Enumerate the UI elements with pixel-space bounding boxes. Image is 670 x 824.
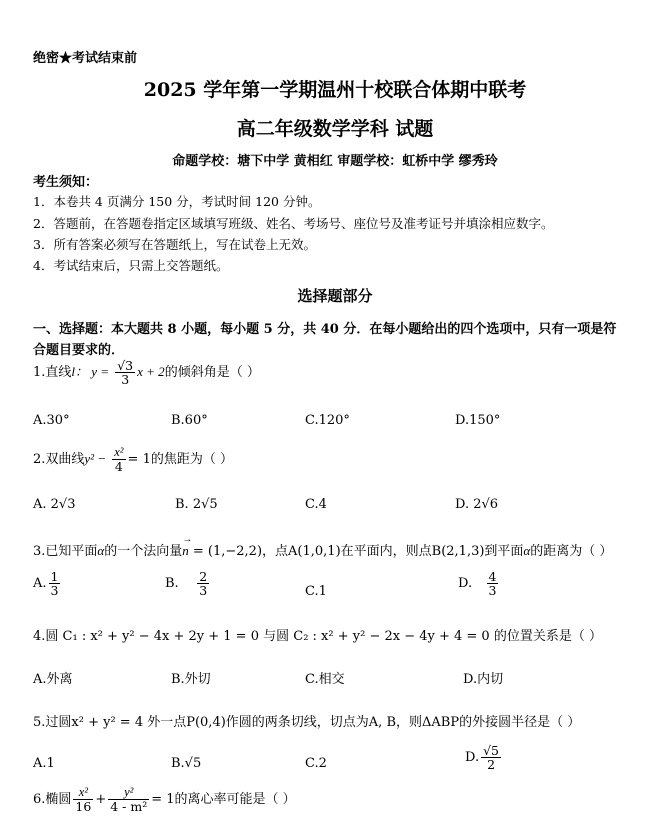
q2-prefix: 2.双曲线 — [33, 452, 85, 468]
q2-eq-a: y² − — [84, 451, 107, 467]
q3-option-b-label: B. — [165, 576, 179, 592]
q1-option-b: B.60° — [171, 413, 208, 428]
q1-option-c: C.120° — [305, 413, 350, 428]
q1-fraction-den: 3 — [121, 372, 130, 388]
q3-text-b: 的一个法向量 — [104, 544, 183, 559]
notice-item: 4．考试结束后，只需上交答题纸。 — [33, 258, 229, 273]
q2-fraction — [112, 446, 125, 473]
q2-option-d: D. 2√6 — [455, 497, 499, 512]
q3-option-a — [33, 570, 62, 597]
q3-vec-symbol: n — [182, 543, 189, 558]
q6-prefix: 6.椭圆 — [33, 792, 72, 808]
q3-option-d-label: D. — [458, 576, 473, 592]
secret-label: 绝密★考试结束前 — [33, 51, 138, 66]
q3-option-d — [458, 570, 500, 597]
section-intro: 一、选择题：本大题共 8 小题，每小题 5 分，共 40 分．在每小题给出的四个选项中，只有一项是符 — [33, 322, 617, 337]
q6-fraction-2-num: y² — [108, 786, 149, 800]
authors-line: 命题学校：塘下中学 黄相红 审题学校：虹桥中学 缪秀玲 — [172, 154, 498, 169]
q3-option-b-den: 3 — [199, 583, 208, 599]
q2-fraction-den: 4 — [114, 459, 123, 475]
notice-item: 1．本卷共 4 页满分 150 分，考试时间 120 分钟。 — [33, 194, 321, 209]
q3-alpha-2: α — [523, 543, 531, 558]
q3-option-b — [165, 570, 211, 597]
q5-option-d-num: √5 — [483, 743, 500, 758]
question-6 — [33, 786, 296, 813]
q3-option-d-den: 3 — [488, 583, 497, 599]
q3-option-a-label: A. — [33, 576, 47, 592]
q4-option-b: B.外切 — [171, 672, 211, 687]
q2-suffix: 的焦距为（ ） — [150, 452, 233, 468]
q6-plus: + — [95, 792, 107, 808]
q5-option-d-den: 2 — [487, 757, 496, 773]
question-3 — [33, 534, 613, 559]
q1-prefix: 1.直线 — [33, 365, 72, 381]
notice-heading: 考生须知： — [33, 175, 99, 190]
question-1 — [33, 359, 260, 386]
q6-eq: = 1 — [151, 792, 175, 808]
q6-fraction-2-den: 4 - m² — [110, 799, 148, 815]
q3-option-c: C.1 — [305, 584, 327, 599]
section-intro-cont: 合题目要求的． — [33, 343, 125, 358]
q2-eq-b: = 1 — [127, 452, 151, 468]
q3-alpha: α — [97, 543, 105, 558]
q3-option-d-num: 4 — [488, 569, 497, 584]
q1-eq-end: x + 2 — [137, 364, 165, 380]
exam-title: 2025 学年第一学期温州十校联合体期中联考 — [143, 79, 527, 101]
q5-option-a: A.1 — [33, 756, 55, 771]
q6-fraction-1-num: x² — [73, 786, 93, 800]
q1-var: l — [71, 364, 76, 380]
q3-option-a-fraction — [49, 570, 61, 597]
q1-option-a: A.30° — [33, 413, 70, 428]
q1-eq-start: ： y = — [75, 364, 110, 380]
q3-option-d-fraction — [487, 570, 499, 597]
question-5: 5.过圆x² + y² = 4 外一点P(0,4)作圆的两条切线，切点为A, B，则ΔABP的外接圆半径是（ ） — [33, 715, 581, 730]
q3-text-c: = (1,−2,2) — [188, 544, 263, 559]
q3-option-a-den: 3 — [50, 583, 59, 599]
q1-option-d: D.150° — [455, 413, 501, 428]
q6-fraction-2 — [108, 786, 149, 813]
question-4: 4.圆 C₁ : x² + y² − 4x + 2y + 1 = 0 与圆 C₂ : x² + y² − 2x − 4y + 4 = 0 的位置关系是（ ） — [33, 629, 602, 644]
q4-option-c: C.相交 — [305, 672, 345, 687]
q2-option-c: C.4 — [305, 497, 327, 512]
q3-option-a-num: 1 — [50, 569, 59, 584]
q1-fraction-num: √3 — [117, 358, 134, 373]
q3-option-b-fraction — [197, 570, 209, 597]
q6-suffix: 的离心率可能是（ ） — [174, 792, 296, 808]
q2-option-a: A. 2√3 — [33, 497, 76, 512]
q3-text-d: ，点A(1,0,1)在平面内，则点B(2,1,3)到平面 — [262, 544, 524, 559]
exam-subtitle: 高二年级数学学科 试题 — [236, 118, 434, 140]
q5-option-d-fraction — [481, 744, 501, 771]
notice-item: 2．答题前，在答题卷指定区域填写班级、姓名、考场号、座位号及准考证号并填涂相应数字。 — [33, 216, 554, 231]
notice-item: 3．所有答案必须写在答题纸上，写在试卷上无效。 — [33, 237, 316, 252]
q5-option-b: B.√5 — [171, 756, 202, 771]
q4-option-d: D.内切 — [463, 672, 504, 687]
q3-text-a: 3.已知平面 — [33, 544, 98, 559]
section-title: 选择题部分 — [297, 287, 373, 305]
q3-text-e: 的距离为（ ） — [530, 544, 613, 559]
question-2 — [33, 446, 233, 473]
vector-arrow-icon: → — [182, 534, 193, 545]
q5-option-d-label: D. — [465, 750, 480, 766]
q5-option-c: C.2 — [305, 756, 327, 771]
q6-fraction-1 — [73, 786, 93, 813]
q5-option-d — [465, 744, 503, 771]
q2-option-b: B. 2√5 — [175, 497, 218, 512]
q1-fraction — [115, 359, 135, 386]
q3-normal-vector — [182, 534, 193, 558]
q4-option-a: A.外离 — [33, 672, 73, 687]
q3-option-b-num: 2 — [199, 569, 208, 584]
q2-fraction-num: x² — [114, 445, 124, 459]
q1-suffix: 的倾斜角是（ ） — [164, 365, 260, 381]
q6-fraction-1-den: 16 — [75, 799, 92, 815]
